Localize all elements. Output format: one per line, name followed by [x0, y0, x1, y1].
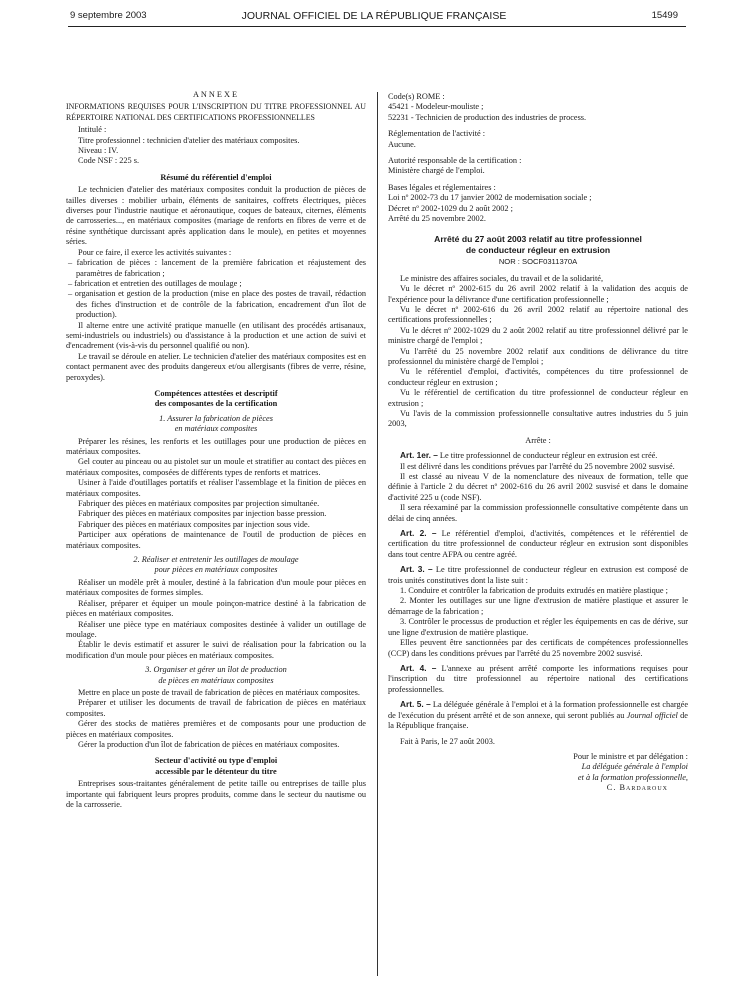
column-divider: [377, 92, 378, 976]
article-text: Le référentiel d'emploi, d'activités, compétences et le référentiel de certification du titre professionnel de conducteur régleur en extrusion sont disponibles dans tout centre AFPA ou centre agréé.: [388, 529, 688, 559]
article-5: [388, 699, 688, 731]
resume-title: Résumé du référentiel d'emploi: [160, 172, 272, 182]
signature-block: [388, 752, 688, 794]
competences-title: Compétences attestées et descriptif: [154, 388, 278, 398]
article-paragraph: Il est délivré dans les conditions prévues par l'arrêté du 25 novembre 2002 susvisé.: [400, 461, 675, 471]
base-item: Loi nº 2002-73 du 17 janvier 2002 de modernisation sociale ;: [388, 193, 592, 203]
competence-item: Réaliser une pièce type en matériaux composites destinée à valider un outillage de moulage.: [66, 619, 366, 639]
section-title: pour pièces en matériaux composites: [154, 565, 278, 575]
annexe-heading: ANNEXE: [192, 90, 240, 99]
preamble-line: Vu l'arrêté du 25 novembre 2002 relatif aux conditions de délivrance du titre professionnel du ministère chargé de l'emploi ;: [388, 346, 688, 366]
competence-item: Gel couter au pinceau ou au pistolet sur un moule et stratifier au contact des pièces en matériaux composites, composées de différents types de renforts et matrices.: [66, 457, 366, 477]
preamble-line: Vu le décret nº 2002-1029 du 2 août 2002 relatif au titre professionnel délivré par le ministre chargé de l'emploi ;: [388, 325, 688, 346]
reglementation-value: Aucune.: [388, 139, 416, 149]
article-text: L'annexe au présent arrêté comporte les informations requises pour l'inscription du titre professionnel au répertoire national des certifications professionnelles.: [388, 663, 688, 694]
article-label: Art. 3. –: [400, 564, 433, 575]
rome-label: Code(s) ROME :: [388, 92, 445, 101]
competences-title: des composantes de la certification: [154, 399, 278, 409]
journal-officiel-text: Journal officiel: [626, 710, 678, 720]
competence-item: Fabriquer des pièces en matériaux composites par projection simultanée.: [78, 499, 320, 509]
nor-reference: NOR : SOCF0311370A: [498, 257, 578, 267]
rome-code: 45421 - Modeleur-mouliste ;: [388, 102, 484, 112]
article-paragraph: Il sera réexaminé par la commission professionnelle consultative compétente dans un délai de cinq années.: [388, 503, 688, 523]
fait-a-paris: Fait à Paris, le 27 août 2003.: [400, 737, 495, 747]
signatory-name: C. Bardaroux: [606, 782, 668, 792]
header-journal-title: JOURNAL OFFICIEL DE LA RÉPUBLIQUE FRANÇAISE: [241, 10, 507, 22]
article-1: [388, 450, 688, 461]
competence-item: Préparer les résines, les renforts et les outillages pour une production de pièces en matériaux composites.: [66, 436, 366, 456]
header-rule: [68, 26, 686, 27]
unit-item: 2. Monter les outillages sur une ligne d'extrusion de matière plastique et assurer le démarrage de la fabrication ;: [388, 596, 688, 616]
autorite-value: Ministère chargé de l'emploi.: [388, 166, 485, 176]
competence-item: Gérer des stocks de matières premières et de composants pour une production de pièces en matériaux composites.: [66, 719, 366, 739]
info-title: INFORMATIONS REQUISES POUR L'INSCRIPTION DU TITRE PROFESSIONNEL AU RÉPERTOIRE NATIONAL DES CERTIFICATIONS PROFESSIONNELLES: [66, 102, 366, 122]
secteur-title: accessible par le détenteur du titre: [155, 766, 277, 776]
intitule-label: Intitulé :: [78, 125, 107, 135]
article-2: [388, 528, 688, 560]
article-label: Art. 5. –: [400, 699, 431, 710]
base-item: Décret nº 2002-1029 du 2 août 2002 ;: [388, 203, 513, 213]
header-date: 9 septembre 2003: [70, 10, 147, 21]
section-title: 1. Assurer la fabrication de pièces: [159, 413, 273, 423]
competence-item: Réaliser un modèle prêt à mouler, destiné à la fabrication d'un moule pour pièces en matériaux composites de formes simples.: [66, 577, 366, 598]
rome-code: 52231 - Technicien de production des industries de process.: [388, 112, 587, 122]
competence-item: Établir le devis estimatif et assurer le suivi de réalisation pour la fabrication ou la modification d'un moule pour pièces en matériaux composites.: [66, 640, 366, 660]
left-column: [66, 90, 366, 810]
preamble-line: Vu le référentiel de certification du titre professionnel de conducteur régleur en extrusion ;: [388, 388, 688, 408]
section-title: 2. Réaliser et entretenir les outillages de moulage: [133, 555, 299, 565]
section-title: en matériaux composites: [174, 424, 258, 434]
preamble-line: Vu l'avis de la commission professionnelle consultative autres industries du 5 juin 2003,: [388, 408, 688, 429]
autorite-label: Autorité responsable de la certification :: [388, 156, 522, 166]
preamble-line: Vu le décret nº 2002-615 du 26 avril 2002 relatif à la validation des acquis de l'expérience pour la délivrance d'une certification professionnelle ;: [388, 284, 688, 304]
section-title: de pièces en matériaux composites: [158, 675, 274, 685]
article-label: Art. 1er. –: [400, 450, 438, 461]
competence-item: Participer aux opérations de maintenance de l'outil de production de pièces en matériaux composites.: [66, 530, 366, 550]
resume-paragraph: Il alterne entre une activité pratique manuelle (en utilisant des procédés artisanaux, semi-industriels ou industriels) ou d'assistance à la production et une action de suivi et d'encadrement (vis-à-vis du personnel qualifié ou non).: [66, 320, 366, 351]
code-nsf: Code NSF : 225 s.: [78, 156, 140, 166]
preamble-line: Le ministre des affaires sociales, du travail et de la solidarité,: [400, 273, 604, 283]
competence-item: Fabriquer des pièces en matériaux composites par injection basse pression.: [78, 509, 327, 519]
niveau: Niveau : IV.: [78, 146, 119, 156]
resume-paragraph: Pour ce faire, il exerce les activités suivantes :: [78, 247, 232, 257]
competence-item: Gérer la production d'un îlot de fabrication de pièces en matériaux composites.: [78, 739, 340, 749]
article-3: [388, 564, 688, 586]
article-text: de la République française.: [388, 710, 688, 730]
preamble-line: Vu le référentiel d'emploi, d'activités, compétences du titre professionnel de conducteur régleur en extrusion ;: [388, 367, 688, 387]
article-label: Art. 2. –: [400, 528, 437, 539]
competence-item: Mettre en place un poste de travail de fabrication de pièces en matériaux composites.: [78, 687, 360, 697]
signature-line: Pour le ministre et par délégation :: [573, 751, 688, 761]
section-title: 3. Organiser et gérer un îlot de production: [145, 665, 287, 675]
secteur-title: Secteur d'activité ou type d'emploi: [154, 756, 278, 766]
article-paragraph: Elles peuvent être sanctionnées par des certificats de compétences professionnelles (CCP) dans les conditions prévues par l'arrêté du 25 novembre 2002 susvisé.: [388, 638, 688, 658]
arrete-word: Arrête :: [525, 435, 551, 445]
activity-item: – fabrication et entretien des outillages de moulage ;: [68, 278, 242, 288]
header-page-number: 15499: [651, 10, 678, 21]
article-label: Art. 4. –: [400, 662, 437, 673]
secteur-paragraph: Entreprises sous-traitantes généralement de petite taille ou entreprises de taille plus importante qui fabriquent leurs propres produits, comme dans le secteur du nautisme ou de la carrosserie.: [66, 779, 366, 809]
base-item: Arrêté du 25 novembre 2002.: [388, 214, 486, 224]
arrete-title: Arrêté du 27 août 2003 relatif au titre professionnel: [434, 234, 642, 245]
preamble-line: Vu le décret nº 2002-616 du 26 avril 2002 relatif au répertoire national des certifications professionnelles ;: [388, 304, 688, 325]
article-text: Le titre professionnel de conducteur régleur en extrusion est créé.: [439, 451, 658, 461]
competence-item: Usiner à l'aide d'outillages portatifs et réaliser l'assemblage et la finition de pièces en matériaux composites.: [66, 478, 366, 498]
competence-item: Réaliser, préparer et équiper un moule poinçon-matrice destiné à la fabrication de pièces en matériaux composites.: [66, 598, 366, 619]
activity-item: – organisation et gestion de la production (mise en place des postes de travail, rédaction des fiches d'instruction et de contrôle de la fabrication, encadrement d'un îlot de production).: [68, 289, 366, 320]
competence-item: Préparer et utiliser les documents de travail de fabrication de pièces en matériaux composites.: [66, 698, 366, 718]
article-text: La déléguée générale à l'emploi et à la formation professionnelle est chargée de l'exécution du présent arrêté et de son annexe, qui seront publiés au: [388, 700, 688, 720]
article-text: Le titre professionnel de conducteur régleur en extrusion est composé de trois unités constitutives dont la liste suit :: [388, 565, 689, 585]
activity-item: – fabrication de pièces : lancement de la première fabrication et réajustement des paramètres de fabrication ;: [68, 258, 366, 278]
bases-label: Bases légales et réglementaires :: [388, 182, 496, 192]
article-4: [388, 663, 688, 695]
unit-item: 1. Conduire et contrôler la fabrication de produits extrudés en matière plastique ;: [400, 586, 668, 596]
resume-paragraph: Le travail se déroule en atelier. Le technicien d'atelier des matériaux composites est en contact permanent avec des produits dangereux et/ou allergisants (fibres de verre, résine, peroxydes).: [66, 351, 366, 382]
right-column: [388, 92, 688, 793]
signature-line: et à la formation professionnelle,: [577, 772, 688, 782]
resume-paragraph: Le technicien d'atelier des matériaux composites conduit la production de pièces de tailles diverses : mobilier urbain, éléments de sanitaires, coffrets électriques, pièces diverses pour l'industrie nautique et aéronautique, coques de bateaux, citernes, éléments de carrosseries..., en matériaux composites (mariage de renforts en fibres de verre et de résine synthétique durcissant après application dans le moule), en petites et moyennes séries.: [66, 185, 366, 247]
reglementation-label: Réglementation de l'activité :: [388, 129, 486, 139]
intitule-value: Titre professionnel : technicien d'atelier des matériaux composites.: [78, 135, 300, 145]
signature-line: La déléguée générale à l'emploi: [581, 762, 688, 772]
arrete-title: de conducteur régleur en extrusion: [465, 244, 611, 255]
unit-item: 3. Contrôler le processus de production et régler les équipements en cas de dérive, sur une ligne d'extrusion de matière plastique.: [388, 617, 688, 637]
page-header: [70, 10, 678, 26]
competence-item: Fabriquer des pièces en matériaux composites par injection sous vide.: [78, 519, 310, 529]
article-paragraph: Il est classé au niveau V de la nomenclature des niveaux de formation, telle que définie à l'article 2 du décret nº 2002-616 du 26 avril 2002 susvisé et dans le domaine d'activité 225 u (code NSF).: [388, 472, 688, 502]
